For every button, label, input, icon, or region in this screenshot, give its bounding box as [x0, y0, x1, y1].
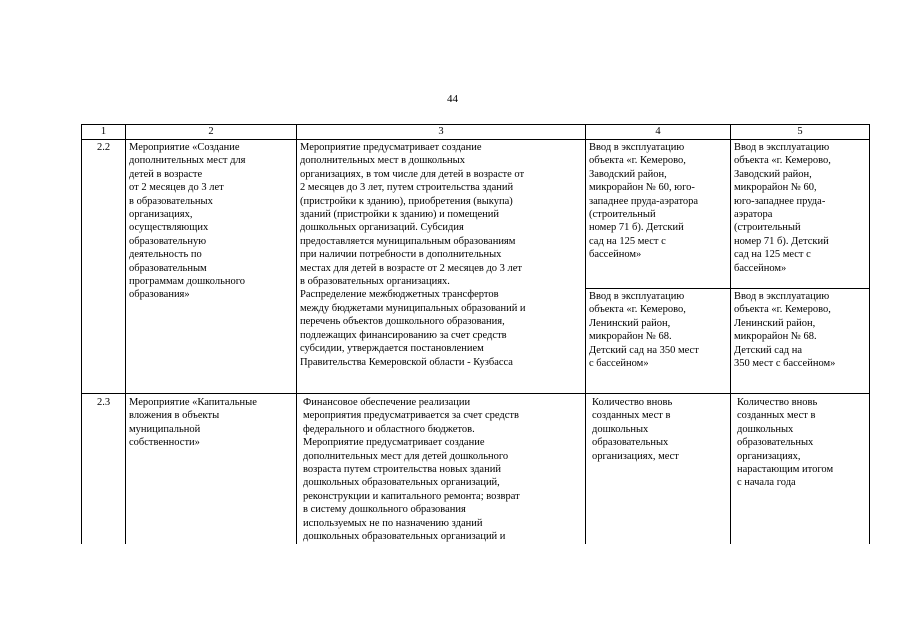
indicator-cell: Количество вновь созданных мест в дошкольных образовательных организациях, мест [586, 394, 731, 545]
measure-name: Мероприятие «Создание дополнительных мест для детей в возрасте от 2 месяцев до 3 лет в образовательных организациях, осуществляющих образовательную деятельность по образовательным программам дошкольного образования» [126, 140, 297, 394]
indicator-cell: Ввод в эксплуатацию объекта «г. Кемерово, Ленинский район, микрорайон № 68. Детский сад на 350 мест с бассейном» [586, 289, 731, 394]
header-cell-4: 4 [586, 125, 731, 140]
measure-description: Финансовое обеспечение реализации мероприятия предусматривается за счет средств федерального и областного бюджетов. Мероприятие предусматривает создание дополнительных мест для детей дошкольного возраста путем строительства новых зданий дошкольных образовательных организаций, реконструкции и капитального ремонта; возврат в систему дошкольного образования используемых не по назначению зданий дошкольных образовательных организаций и [297, 394, 586, 545]
measure-name: Мероприятие «Капитальные вложения в объекты муниципальной собственности» [126, 394, 297, 545]
header-cell-5: 5 [731, 125, 870, 140]
table-header-row [82, 125, 870, 140]
header-cell-2: 2 [126, 125, 297, 140]
result-cell: Количество вновь созданных мест в дошкольных образовательных организациях, нарастающим итогом с начала года [731, 394, 870, 545]
page-number: 44 [447, 93, 458, 105]
header-cell-3: 3 [297, 125, 586, 140]
measure-description: Мероприятие предусматривает создание дополнительных мест в дошкольных организациях, в том числе для детей в возрасте от 2 месяцев до 3 лет, путем строительства зданий (пристройки к зданию), приобретения (выкупа) зданий (пристройки к зданию) и помещений дошкольных организаций. Субсидия предоставляется муниципальным образованиям при наличии потребности в дополнительных местах для детей в возрасте от 2 месяцев до 3 лет в образовательных организациях. Распределение межбюджетных трансфертов между бюджетами муниципальных образований и перечень объектов дошкольного образования, подлежащих финансированию за счет средств субсидии, утверждается постановлением Правительства Кемеровской области - Кузбасса [297, 140, 586, 394]
measures-table [81, 124, 870, 544]
table-row-2-2 [82, 140, 870, 289]
result-cell: Ввод в эксплуатацию объекта «г. Кемерово, Ленинский район, микрорайон № 68. Детский сад на 350 мест с бассейном» [731, 289, 870, 394]
row-number: 2.2 [82, 140, 126, 394]
result-cell: Ввод в эксплуатацию объекта «г. Кемерово, Заводский район, микрорайон № 60, юго-западнее пруда- аэратора (строительный номер 71 б). Детский сад на 125 мест с бассейном» [731, 140, 870, 289]
header-cell-1: 1 [82, 125, 126, 140]
row-number: 2.3 [82, 394, 126, 545]
indicator-cell: Ввод в эксплуатацию объекта «г. Кемерово, Заводский район, микрорайон № 60, юго- западнее пруда-аэратора (строительный номер 71 б). Детский сад на 125 мест с бассейном» [586, 140, 731, 289]
table-row-2-3 [82, 394, 870, 545]
